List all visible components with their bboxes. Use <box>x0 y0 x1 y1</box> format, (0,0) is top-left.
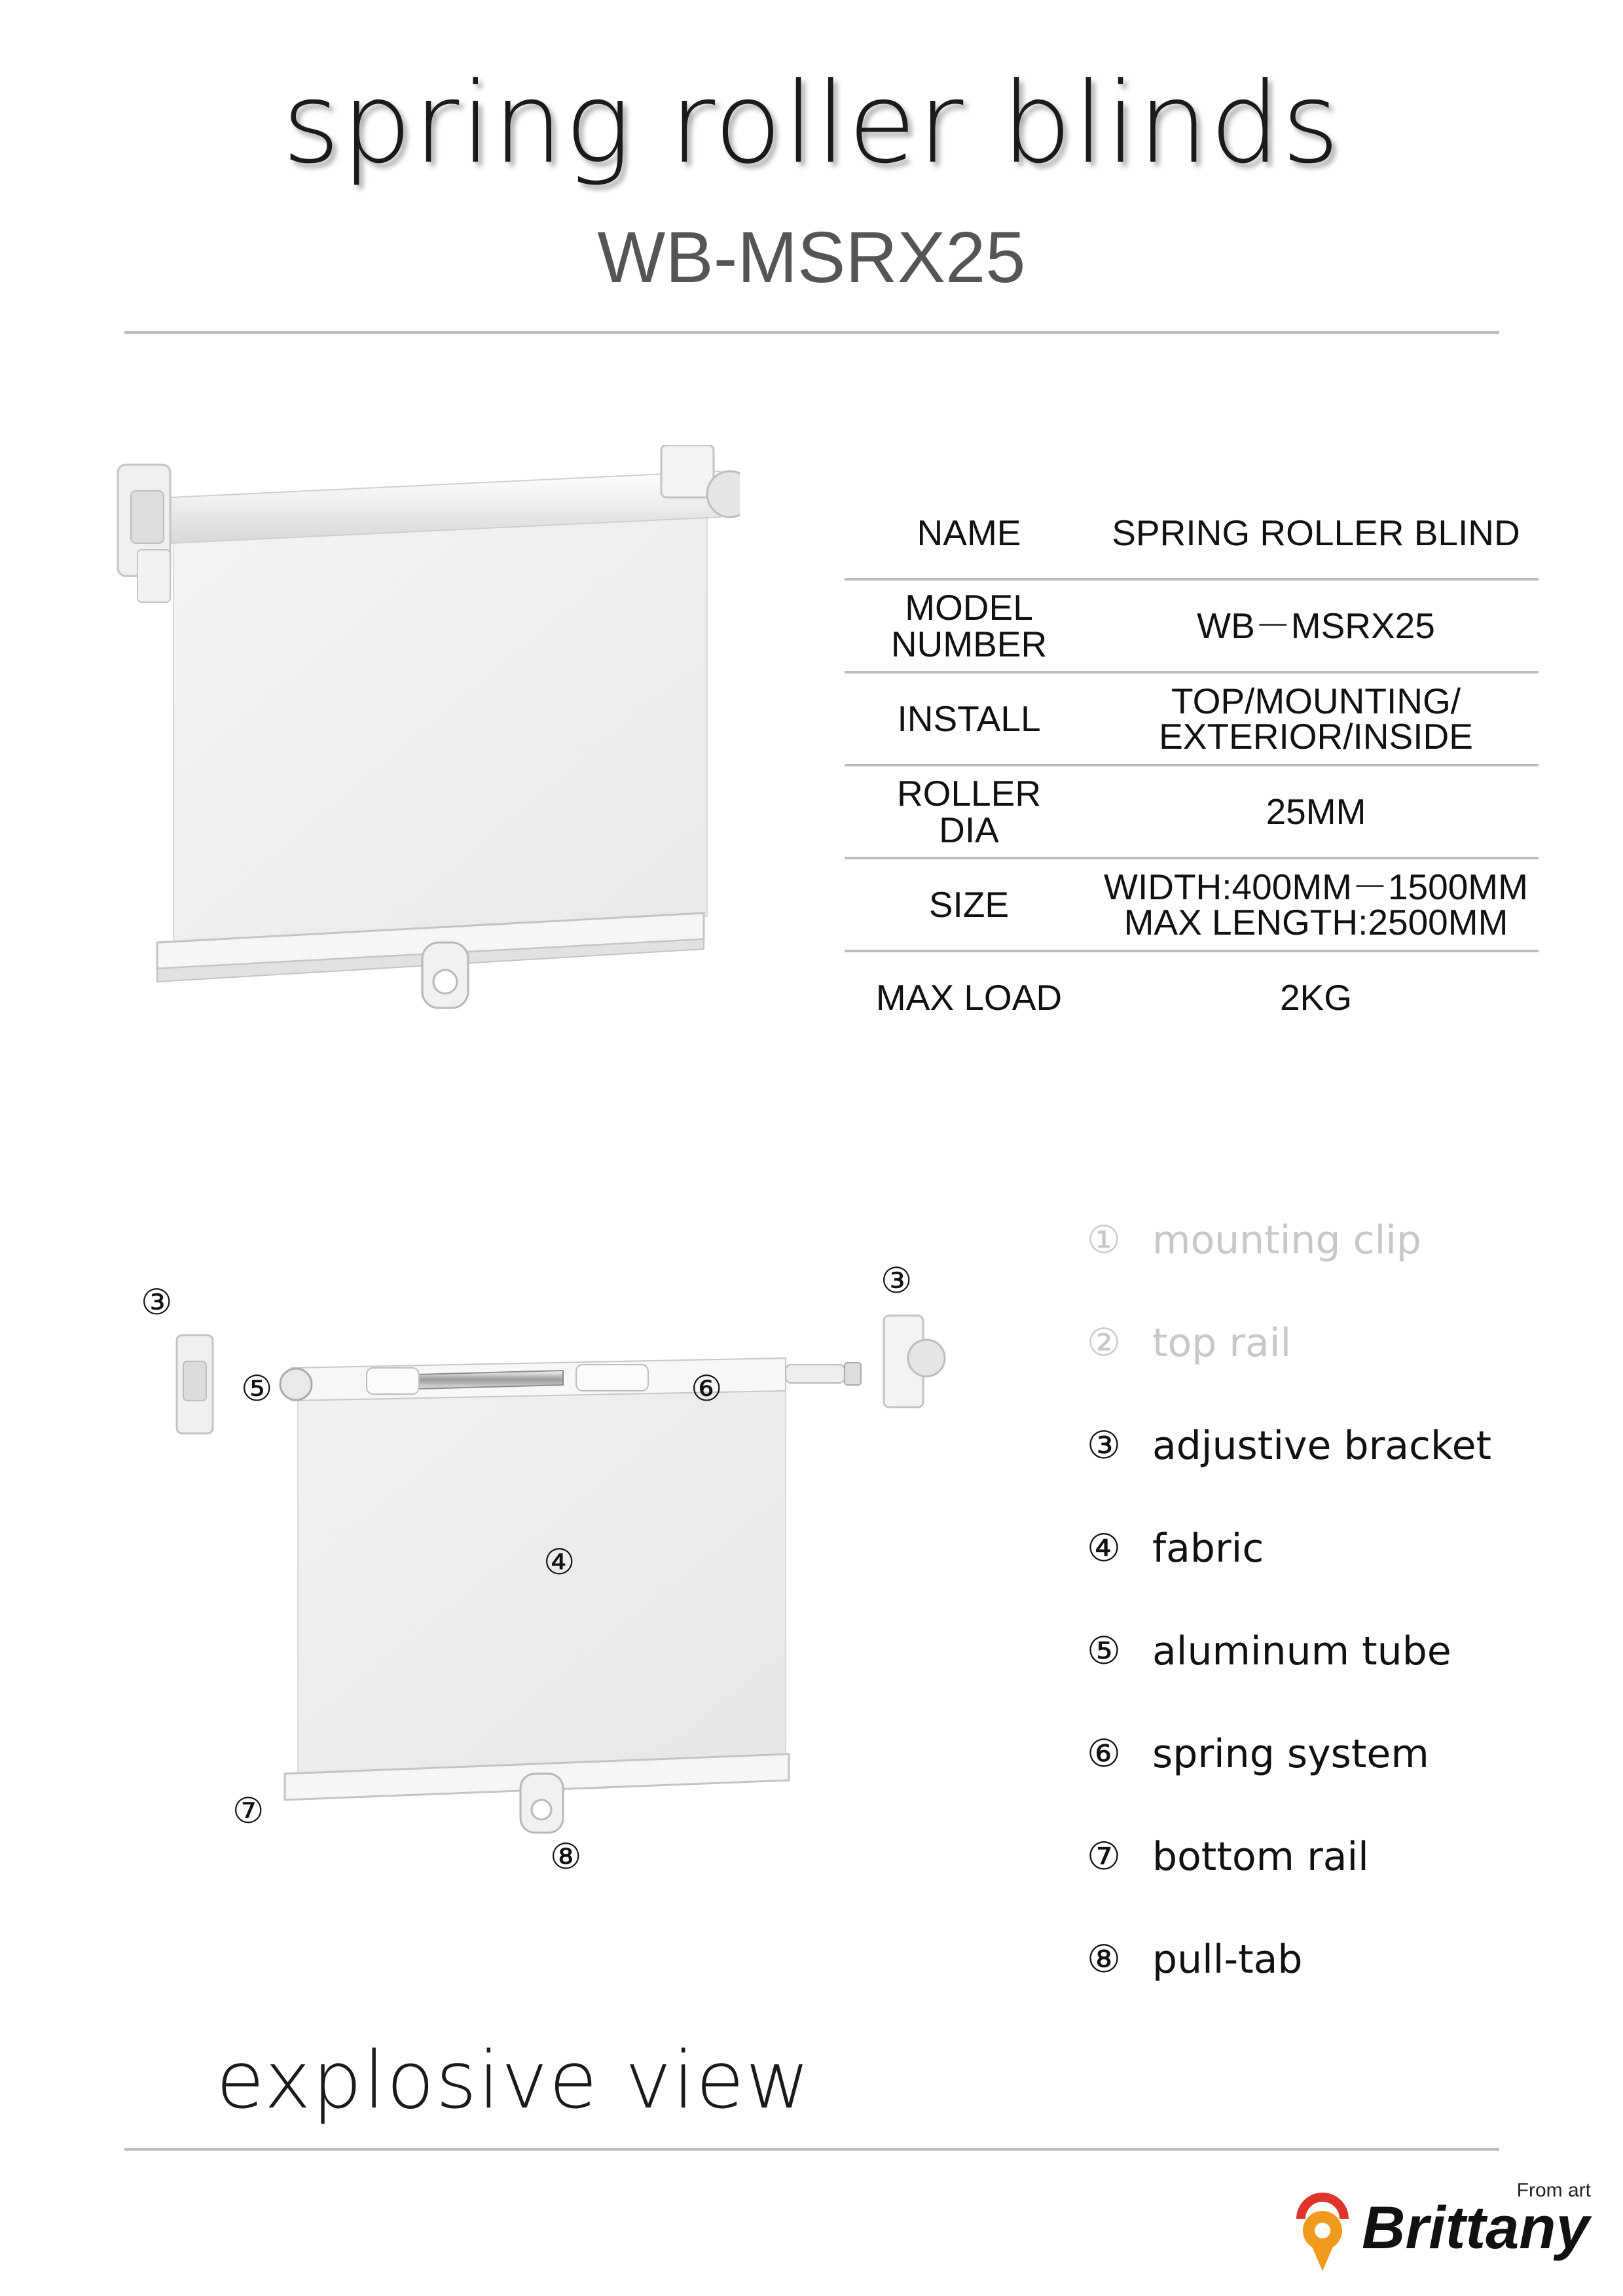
page-title: spring roller blinds <box>282 59 1341 188</box>
spec-row-install <box>845 673 1539 766</box>
spec-table <box>845 488 1539 1043</box>
part-label: bottom rail <box>1152 1834 1369 1880</box>
brand-logo <box>1283 2160 1597 2291</box>
spec-row-model-number <box>845 581 1539 673</box>
callout-3-right: ③ <box>881 1260 913 1301</box>
model-number-heading: WB-MSRX25 <box>597 217 1026 298</box>
part-number: ① <box>1087 1217 1121 1262</box>
callout-5: ⑤ <box>241 1368 273 1409</box>
spec-value: WB－MSRX25 <box>1197 605 1435 646</box>
part-number: ⑤ <box>1087 1628 1121 1673</box>
divider-top <box>124 331 1499 334</box>
part-number: ② <box>1087 1320 1121 1365</box>
part-label: top rail <box>1152 1320 1292 1366</box>
brand-name: Brittany <box>1362 2195 1590 2261</box>
part-label: fabric <box>1152 1526 1264 1571</box>
spec-value: TOP/MOUNTING/ EXTERIOR/INSIDE <box>1159 681 1473 757</box>
spec-label: NAME <box>917 512 1021 553</box>
part-label: aluminum tube <box>1152 1628 1451 1674</box>
part-item-fabric <box>1087 1526 1491 1628</box>
part-item-spring-system <box>1087 1731 1491 1834</box>
part-item-adjustive-bracket <box>1087 1423 1491 1526</box>
spec-label: MAX LOAD <box>875 977 1063 1018</box>
part-item-pull-tab <box>1087 1937 1491 2039</box>
spec-value: 25MM <box>1266 791 1366 832</box>
part-label: spring system <box>1152 1731 1429 1777</box>
callout-4: ④ <box>543 1541 575 1583</box>
spec-label: INSTALL <box>897 698 1041 739</box>
spec-label: ROLLER DIA <box>896 773 1042 850</box>
brand-tagline: From art <box>1516 2179 1591 2201</box>
part-number: ③ <box>1087 1423 1121 1467</box>
spec-label: SIZE <box>928 884 1010 925</box>
spec-row-roller-dia <box>845 766 1539 859</box>
part-label: adjustive bracket <box>1152 1423 1492 1469</box>
part-item-aluminum-tube <box>1087 1628 1491 1731</box>
callout-3-left: ③ <box>141 1282 173 1323</box>
spec-value: SPRING ROLLER BLIND <box>1112 512 1520 553</box>
spec-value: WIDTH:400MM－1500MM MAX LENGTH:2500MM <box>1104 867 1528 942</box>
part-item-top-rail <box>1087 1320 1491 1423</box>
spec-row-size <box>845 859 1539 952</box>
spec-row-name <box>845 488 1539 581</box>
callout-7: ⑦ <box>232 1790 264 1831</box>
part-label: pull-tab <box>1152 1937 1303 1982</box>
part-item-mounting-clip <box>1087 1217 1491 1320</box>
part-number: ⑧ <box>1087 1937 1121 1981</box>
spec-value: 2KG <box>1279 977 1353 1018</box>
callout-8: ⑧ <box>550 1836 582 1877</box>
part-number: ⑦ <box>1087 1834 1121 1878</box>
part-number: ⑥ <box>1087 1731 1121 1776</box>
callout-6: ⑥ <box>691 1368 723 1409</box>
brand-mark-icon <box>1290 2186 1355 2278</box>
parts-list <box>1087 1217 1491 2039</box>
part-item-bottom-rail <box>1087 1834 1491 1937</box>
spec-row-max-load <box>845 952 1539 1043</box>
part-number: ④ <box>1087 1526 1121 1570</box>
part-label: mounting clip <box>1152 1217 1422 1263</box>
explosive-view-heading: explosive view <box>216 2036 811 2126</box>
product-illustration <box>111 445 740 1021</box>
divider-bottom <box>124 2148 1499 2151</box>
spec-label: MODEL NUMBER <box>890 587 1048 664</box>
